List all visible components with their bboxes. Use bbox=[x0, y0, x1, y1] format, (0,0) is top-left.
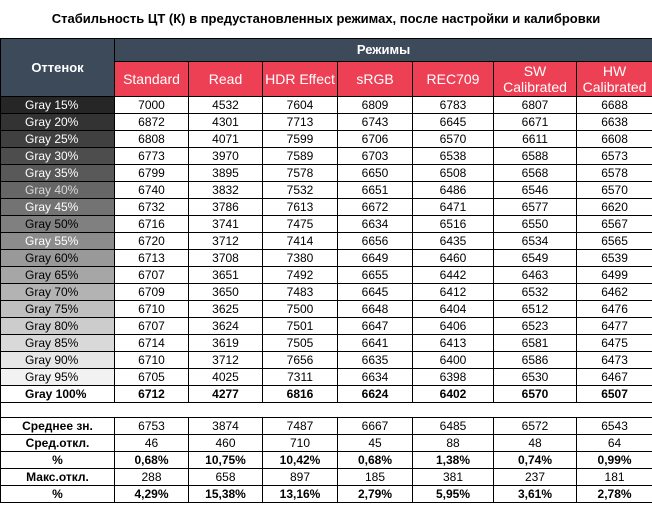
stat-value: 6667 bbox=[338, 418, 413, 435]
gray-level-label: Gray 30% bbox=[1, 148, 115, 165]
stat-value: 88 bbox=[413, 435, 494, 452]
stat-value: 460 bbox=[189, 435, 263, 452]
cell-value: 6406 bbox=[413, 318, 494, 335]
mode-header: REC709 bbox=[413, 62, 494, 97]
cell-value: 6645 bbox=[338, 284, 413, 301]
cell-value: 6709 bbox=[115, 284, 189, 301]
mode-header: Standard bbox=[115, 62, 189, 97]
cell-value: 6710 bbox=[115, 301, 189, 318]
gray-level-label: Gray 25% bbox=[1, 131, 115, 148]
stat-value: 48 bbox=[494, 435, 577, 452]
cell-value: 6568 bbox=[494, 165, 577, 182]
cell-value: 6471 bbox=[413, 199, 494, 216]
stat-value: 0,74% bbox=[494, 452, 577, 469]
table-row bbox=[1, 386, 652, 403]
table-row bbox=[1, 301, 652, 318]
cell-value: 3712 bbox=[189, 233, 263, 250]
cell-value: 3712 bbox=[189, 352, 263, 369]
stat-label: Сред.откл. bbox=[1, 435, 115, 452]
cell-value: 6567 bbox=[577, 216, 652, 233]
cell-value: 6577 bbox=[494, 199, 577, 216]
stat-value: 185 bbox=[338, 469, 413, 486]
cell-value: 6656 bbox=[338, 233, 413, 250]
cell-value: 6703 bbox=[338, 148, 413, 165]
cell-value: 4532 bbox=[189, 97, 263, 114]
table-row bbox=[1, 165, 652, 182]
cell-value: 6570 bbox=[494, 386, 577, 403]
gray-level-label: Gray 50% bbox=[1, 216, 115, 233]
stats-row bbox=[1, 469, 652, 486]
cell-value: 6672 bbox=[338, 199, 413, 216]
stats-row bbox=[1, 486, 652, 503]
mode-header: HDR Effect bbox=[263, 62, 338, 97]
table-row bbox=[1, 284, 652, 301]
gray-level-label: Gray 55% bbox=[1, 233, 115, 250]
cell-value: 6435 bbox=[413, 233, 494, 250]
cell-value: 6650 bbox=[338, 165, 413, 182]
cell-value: 6413 bbox=[413, 335, 494, 352]
stat-value: 6485 bbox=[413, 418, 494, 435]
mode-header: HW Calibrated bbox=[577, 62, 652, 97]
cell-value: 6442 bbox=[413, 267, 494, 284]
cell-value: 6707 bbox=[115, 267, 189, 284]
cell-value: 3895 bbox=[189, 165, 263, 182]
stat-value: 288 bbox=[115, 469, 189, 486]
mode-header: SW Calibrated bbox=[494, 62, 577, 97]
table-row bbox=[1, 131, 652, 148]
table-title: Стабильность ЦТ (К) в предустановленных режимах, после настройки и калибровки bbox=[51, 11, 601, 26]
table-row bbox=[1, 352, 652, 369]
cell-value: 3650 bbox=[189, 284, 263, 301]
cell-value: 3651 bbox=[189, 267, 263, 284]
cell-value: 7578 bbox=[263, 165, 338, 182]
cell-value: 6648 bbox=[338, 301, 413, 318]
stats-row bbox=[1, 452, 652, 469]
gray-level-label: Gray 20% bbox=[1, 114, 115, 131]
cell-value: 6404 bbox=[413, 301, 494, 318]
cell-value: 6588 bbox=[494, 148, 577, 165]
stat-value: 3,61% bbox=[494, 486, 577, 503]
cell-value: 6649 bbox=[338, 250, 413, 267]
cell-value: 6539 bbox=[577, 250, 652, 267]
cell-value: 4277 bbox=[189, 386, 263, 403]
cell-value: 6611 bbox=[494, 131, 577, 148]
cell-value: 6578 bbox=[577, 165, 652, 182]
cell-value: 7500 bbox=[263, 301, 338, 318]
stat-value: 45 bbox=[338, 435, 413, 452]
stat-value: 5,95% bbox=[413, 486, 494, 503]
cell-value: 7505 bbox=[263, 335, 338, 352]
cell-value: 6400 bbox=[413, 352, 494, 369]
cell-value: 3624 bbox=[189, 318, 263, 335]
stats-rows bbox=[1, 418, 652, 503]
cell-value: 4025 bbox=[189, 369, 263, 386]
table-row bbox=[1, 318, 652, 335]
table-row bbox=[1, 199, 652, 216]
gray-level-label: Gray 100% bbox=[1, 386, 115, 403]
cell-value: 6707 bbox=[115, 318, 189, 335]
cell-value: 6523 bbox=[494, 318, 577, 335]
cell-value: 6586 bbox=[494, 352, 577, 369]
cell-value: 6412 bbox=[413, 284, 494, 301]
cell-value: 6507 bbox=[577, 386, 652, 403]
cell-value: 6710 bbox=[115, 352, 189, 369]
separator-row bbox=[1, 403, 652, 418]
cell-value: 6743 bbox=[338, 114, 413, 131]
cell-value: 6538 bbox=[413, 148, 494, 165]
cell-value: 3708 bbox=[189, 250, 263, 267]
stat-value: 2,78% bbox=[577, 486, 652, 503]
cell-value: 6581 bbox=[494, 335, 577, 352]
stat-value: 237 bbox=[494, 469, 577, 486]
cell-value: 7000 bbox=[115, 97, 189, 114]
stat-label: Макс.откл. bbox=[1, 469, 115, 486]
cell-value: 6620 bbox=[577, 199, 652, 216]
cell-value: 6807 bbox=[494, 97, 577, 114]
cell-value: 6565 bbox=[577, 233, 652, 250]
stat-value: 10,75% bbox=[189, 452, 263, 469]
color-temperature-table bbox=[0, 38, 652, 503]
cell-value: 6462 bbox=[577, 284, 652, 301]
cell-value: 6608 bbox=[577, 131, 652, 148]
cell-value: 6634 bbox=[338, 369, 413, 386]
cell-value: 6651 bbox=[338, 182, 413, 199]
stat-value: 64 bbox=[577, 435, 652, 452]
cell-value: 6624 bbox=[338, 386, 413, 403]
table-row bbox=[1, 267, 652, 284]
gray-level-label: Gray 75% bbox=[1, 301, 115, 318]
cell-value: 4301 bbox=[189, 114, 263, 131]
cell-value: 6573 bbox=[577, 148, 652, 165]
cell-value: 7589 bbox=[263, 148, 338, 165]
cell-value: 6550 bbox=[494, 216, 577, 233]
stat-value: 46 bbox=[115, 435, 189, 452]
cell-value: 6570 bbox=[413, 131, 494, 148]
cell-value: 6486 bbox=[413, 182, 494, 199]
cell-value: 7414 bbox=[263, 233, 338, 250]
mode-header: Read bbox=[189, 62, 263, 97]
stat-value: 3874 bbox=[189, 418, 263, 435]
cell-value: 6499 bbox=[577, 267, 652, 284]
cell-value: 6740 bbox=[115, 182, 189, 199]
cell-value: 7475 bbox=[263, 216, 338, 233]
stat-value: 381 bbox=[413, 469, 494, 486]
stat-value: 10,42% bbox=[263, 452, 338, 469]
gray-level-label: Gray 15% bbox=[1, 97, 115, 114]
cell-value: 6508 bbox=[413, 165, 494, 182]
gray-level-label: Gray 80% bbox=[1, 318, 115, 335]
cell-value: 6463 bbox=[494, 267, 577, 284]
cell-value: 6570 bbox=[577, 182, 652, 199]
cell-value: 6635 bbox=[338, 352, 413, 369]
cell-value: 3970 bbox=[189, 148, 263, 165]
mode-header: sRGB bbox=[338, 62, 413, 97]
gray-level-label: Gray 45% bbox=[1, 199, 115, 216]
stat-value: 13,16% bbox=[263, 486, 338, 503]
cell-value: 6714 bbox=[115, 335, 189, 352]
cell-value: 6641 bbox=[338, 335, 413, 352]
cell-value: 6532 bbox=[494, 284, 577, 301]
cell-value: 4071 bbox=[189, 131, 263, 148]
stat-label: % bbox=[1, 452, 115, 469]
cell-value: 6634 bbox=[338, 216, 413, 233]
stat-value: 181 bbox=[577, 469, 652, 486]
cell-value: 6473 bbox=[577, 352, 652, 369]
stat-value: 658 bbox=[189, 469, 263, 486]
cell-value: 6460 bbox=[413, 250, 494, 267]
stat-value: 710 bbox=[263, 435, 338, 452]
cell-value: 6799 bbox=[115, 165, 189, 182]
cell-value: 6530 bbox=[494, 369, 577, 386]
cell-value: 6716 bbox=[115, 216, 189, 233]
cell-value: 6688 bbox=[577, 97, 652, 114]
cell-value: 6467 bbox=[577, 369, 652, 386]
stat-label: % bbox=[1, 486, 115, 503]
cell-value: 6706 bbox=[338, 131, 413, 148]
stat-value: 0,68% bbox=[115, 452, 189, 469]
cell-value: 7483 bbox=[263, 284, 338, 301]
cell-value: 7501 bbox=[263, 318, 338, 335]
cell-value: 7599 bbox=[263, 131, 338, 148]
cell-value: 6872 bbox=[115, 114, 189, 131]
cell-value: 6402 bbox=[413, 386, 494, 403]
cell-value: 6808 bbox=[115, 131, 189, 148]
cell-value: 6638 bbox=[577, 114, 652, 131]
cell-value: 6783 bbox=[413, 97, 494, 114]
cell-value: 3625 bbox=[189, 301, 263, 318]
stat-value: 0,99% bbox=[577, 452, 652, 469]
table-row bbox=[1, 114, 652, 131]
table-row bbox=[1, 335, 652, 352]
stat-value: 2,79% bbox=[338, 486, 413, 503]
cell-value: 6655 bbox=[338, 267, 413, 284]
cell-value: 7532 bbox=[263, 182, 338, 199]
stat-value: 6543 bbox=[577, 418, 652, 435]
cell-value: 6705 bbox=[115, 369, 189, 386]
stat-value: 897 bbox=[263, 469, 338, 486]
cell-value: 6809 bbox=[338, 97, 413, 114]
table-row bbox=[1, 250, 652, 267]
stat-value: 0,68% bbox=[338, 452, 413, 469]
cell-value: 6732 bbox=[115, 199, 189, 216]
table-row bbox=[1, 216, 652, 233]
table-row bbox=[1, 97, 652, 114]
stat-value: 15,38% bbox=[189, 486, 263, 503]
gray-level-label: Gray 70% bbox=[1, 284, 115, 301]
stats-row bbox=[1, 435, 652, 452]
cell-value: 6546 bbox=[494, 182, 577, 199]
cell-value: 7713 bbox=[263, 114, 338, 131]
cell-value: 6475 bbox=[577, 335, 652, 352]
cell-value: 6549 bbox=[494, 250, 577, 267]
cell-value: 6713 bbox=[115, 250, 189, 267]
cell-value: 3619 bbox=[189, 335, 263, 352]
cell-value: 7492 bbox=[263, 267, 338, 284]
gray-level-label: Gray 90% bbox=[1, 352, 115, 369]
table-row bbox=[1, 369, 652, 386]
cell-value: 6712 bbox=[115, 386, 189, 403]
cell-value: 6512 bbox=[494, 301, 577, 318]
cell-value: 6645 bbox=[413, 114, 494, 131]
stat-value: 6753 bbox=[115, 418, 189, 435]
table-row bbox=[1, 148, 652, 165]
cell-value: 6773 bbox=[115, 148, 189, 165]
gray-level-label: Gray 65% bbox=[1, 267, 115, 284]
cell-value: 6516 bbox=[413, 216, 494, 233]
stat-value: 4,29% bbox=[115, 486, 189, 503]
gray-rows bbox=[1, 97, 652, 403]
modes-header: Режимы bbox=[115, 39, 652, 62]
stat-value: 7487 bbox=[263, 418, 338, 435]
cell-value: 3832 bbox=[189, 182, 263, 199]
cell-value: 7613 bbox=[263, 199, 338, 216]
cell-value: 6398 bbox=[413, 369, 494, 386]
cell-value: 6477 bbox=[577, 318, 652, 335]
gray-level-label: Gray 85% bbox=[1, 335, 115, 352]
cell-value: 7604 bbox=[263, 97, 338, 114]
cell-value: 6647 bbox=[338, 318, 413, 335]
cell-value: 6671 bbox=[494, 114, 577, 131]
cell-value: 6720 bbox=[115, 233, 189, 250]
shade-header: Оттенок bbox=[1, 39, 115, 97]
table-row bbox=[1, 182, 652, 199]
stat-value: 1,38% bbox=[413, 452, 494, 469]
cell-value: 3786 bbox=[189, 199, 263, 216]
table-row bbox=[1, 233, 652, 250]
gray-level-label: Gray 60% bbox=[1, 250, 115, 267]
cell-value: 6534 bbox=[494, 233, 577, 250]
cell-value: 6816 bbox=[263, 386, 338, 403]
gray-level-label: Gray 95% bbox=[1, 369, 115, 386]
stat-value: 6572 bbox=[494, 418, 577, 435]
stat-label: Среднее зн. bbox=[1, 418, 115, 435]
cell-value: 7656 bbox=[263, 352, 338, 369]
stats-row bbox=[1, 418, 652, 435]
gray-level-label: Gray 40% bbox=[1, 182, 115, 199]
cell-value: 3741 bbox=[189, 216, 263, 233]
gray-level-label: Gray 35% bbox=[1, 165, 115, 182]
cell-value: 7311 bbox=[263, 369, 338, 386]
cell-value: 6476 bbox=[577, 301, 652, 318]
cell-value: 7380 bbox=[263, 250, 338, 267]
